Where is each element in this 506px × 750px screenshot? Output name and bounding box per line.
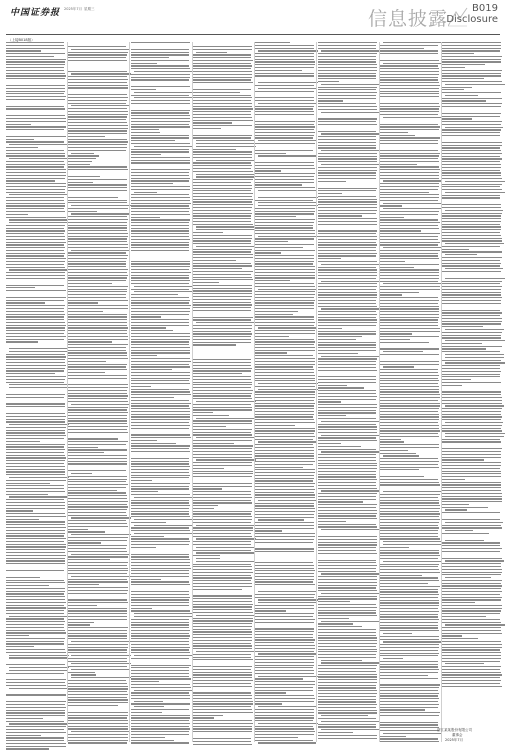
text-column: [255, 42, 315, 742]
header-rule: [6, 34, 500, 35]
text-column: [131, 42, 191, 742]
text-column: [380, 42, 440, 742]
text-column: [68, 42, 128, 742]
issue-weekday: 星期三: [84, 7, 95, 11]
signature-board: 董事会: [452, 733, 463, 737]
signature-date: 2025年7月: [445, 738, 464, 742]
signature-company: 浙江某某股份有限公司: [437, 728, 472, 732]
section-subtitle: Disclosure: [446, 14, 498, 25]
article-body: [6, 42, 500, 742]
newspaper-name: 中国证券报: [10, 8, 61, 18]
text-column: [318, 42, 378, 742]
section-title: 信息披露: [368, 8, 449, 30]
continuation-tag: （上接B018版）: [8, 38, 35, 42]
issue-date: 2025年7月: [64, 7, 83, 11]
page-code: B019: [472, 3, 498, 14]
text-column: [193, 42, 253, 742]
text-column: [6, 42, 66, 742]
text-column: [442, 42, 502, 742]
masthead: [0, 0, 506, 30]
